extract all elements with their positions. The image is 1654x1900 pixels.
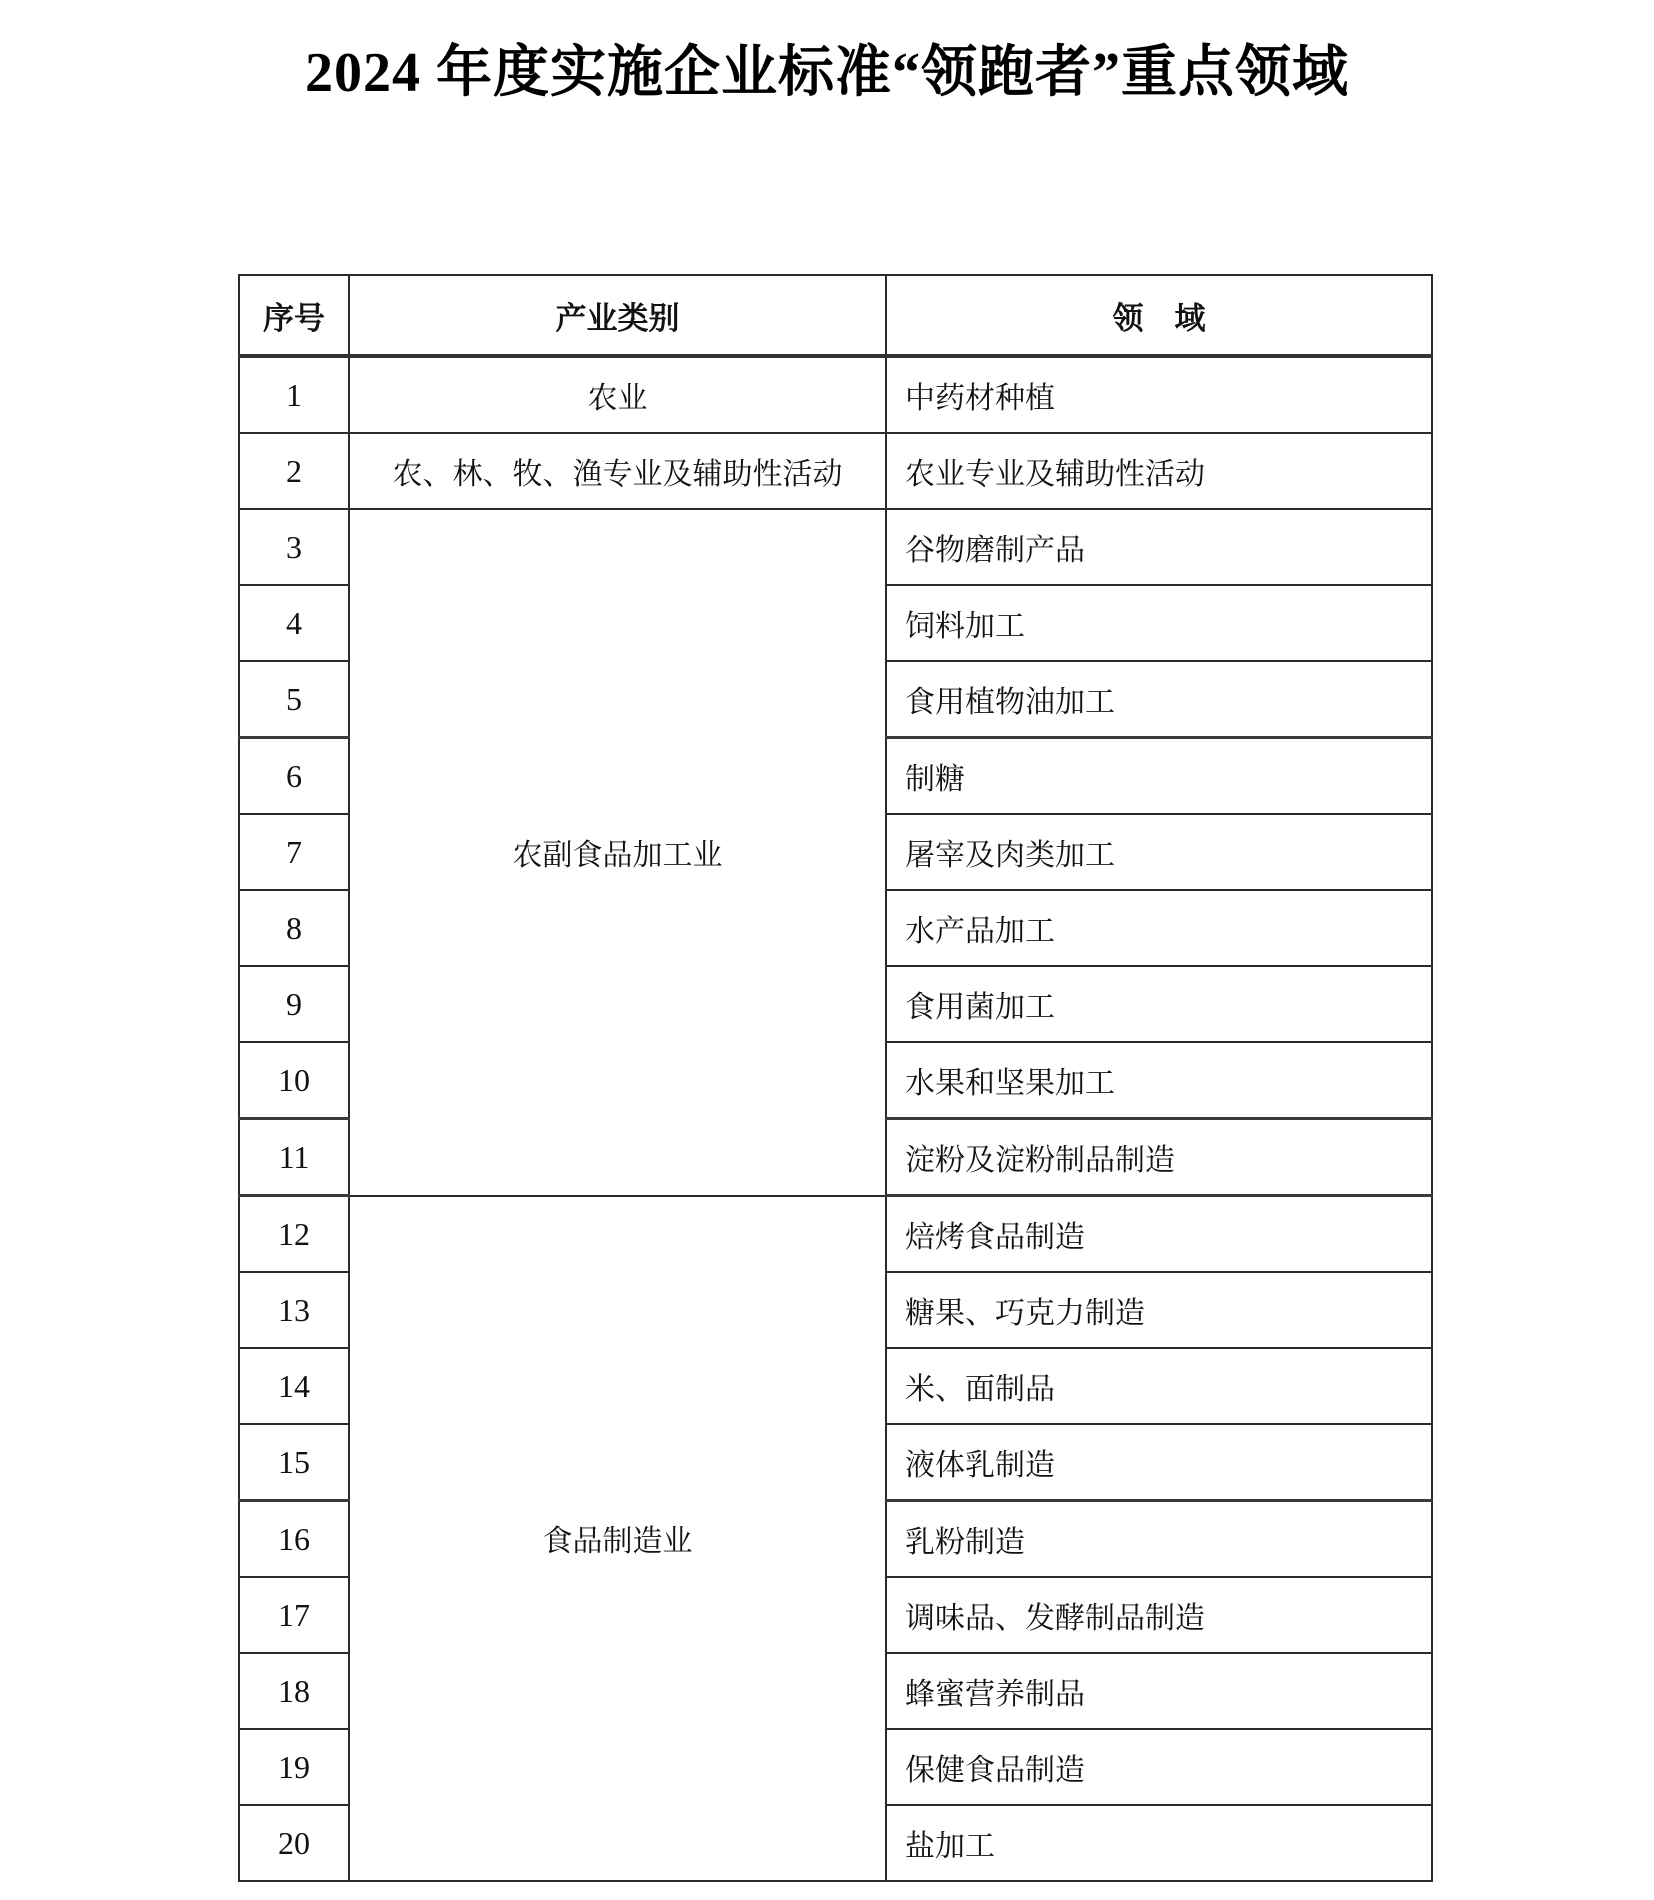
serial-cell: 18 (239, 1653, 349, 1729)
table-row (239, 433, 1432, 509)
field-cell: 保健食品制造 (886, 1729, 1432, 1805)
field-cell: 饲料加工 (886, 585, 1432, 661)
serial-column-header: 序号 (239, 275, 349, 356)
field-cell: 水果和坚果加工 (886, 1042, 1432, 1119)
field-cell: 屠宰及肉类加工 (886, 814, 1432, 890)
table-row (239, 356, 1432, 433)
field-cell: 糖果、巧克力制造 (886, 1272, 1432, 1348)
field-cell: 焙烤食品制造 (886, 1196, 1432, 1273)
field-cell: 盐加工 (886, 1805, 1432, 1881)
field-cell: 液体乳制造 (886, 1424, 1432, 1501)
field-cell: 调味品、发酵制品制造 (886, 1577, 1432, 1653)
category-column-header: 产业类别 (349, 275, 886, 356)
category-cell-merged: 食品制造业 (349, 1196, 886, 1882)
serial-cell: 5 (239, 661, 349, 738)
serial-cell: 12 (239, 1196, 349, 1273)
serial-cell: 2 (239, 433, 349, 509)
field-cell: 蜂蜜营养制品 (886, 1653, 1432, 1729)
serial-cell: 14 (239, 1348, 349, 1424)
field-cell: 谷物磨制产品 (886, 509, 1432, 585)
serial-cell: 15 (239, 1424, 349, 1501)
field-cell: 食用菌加工 (886, 966, 1432, 1042)
field-cell: 米、面制品 (886, 1348, 1432, 1424)
serial-cell: 13 (239, 1272, 349, 1348)
header-row (239, 275, 1432, 356)
serial-cell: 4 (239, 585, 349, 661)
document-page (0, 40, 1654, 1900)
serial-cell: 20 (239, 1805, 349, 1881)
field-cell: 中药材种植 (886, 356, 1432, 433)
serial-cell: 17 (239, 1577, 349, 1653)
field-cell: 制糖 (886, 738, 1432, 815)
serial-cell: 3 (239, 509, 349, 585)
serial-cell: 19 (239, 1729, 349, 1805)
leading-fields-table (238, 274, 1433, 1882)
field-cell: 水产品加工 (886, 890, 1432, 966)
field-cell: 淀粉及淀粉制品制造 (886, 1119, 1432, 1196)
serial-cell: 11 (239, 1119, 349, 1196)
category-cell: 农业 (349, 356, 886, 433)
category-cell-merged: 农副食品加工业 (349, 509, 886, 1196)
serial-cell: 1 (239, 356, 349, 433)
field-cell: 乳粉制造 (886, 1501, 1432, 1578)
document-title: 2024 年度实施企业标准“领跑者”重点领域 (305, 42, 1349, 104)
serial-cell: 9 (239, 966, 349, 1042)
field-cell: 食用植物油加工 (886, 661, 1432, 738)
table-row (239, 1196, 1432, 1273)
serial-cell: 16 (239, 1501, 349, 1578)
serial-cell: 7 (239, 814, 349, 890)
serial-cell: 6 (239, 738, 349, 815)
serial-cell: 10 (239, 1042, 349, 1119)
serial-cell: 8 (239, 890, 349, 966)
table-row (239, 509, 1432, 585)
field-column-header: 领 域 (886, 275, 1432, 356)
category-cell: 农、林、牧、渔专业及辅助性活动 (349, 433, 886, 509)
field-cell: 农业专业及辅助性活动 (886, 433, 1432, 509)
